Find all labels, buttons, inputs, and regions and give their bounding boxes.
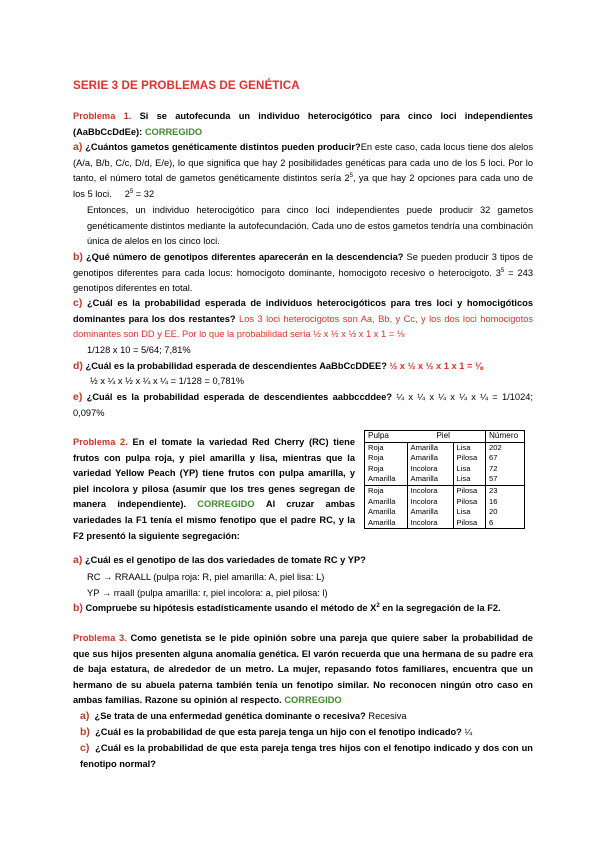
p3-c-letter: c) [80, 742, 90, 754]
segregation-table [364, 430, 525, 529]
cell-numero: 67 [486, 453, 525, 464]
p1-d-letter: d) [73, 360, 83, 372]
cell-numero: 6 [486, 518, 525, 529]
cell-numero: 23 [486, 485, 525, 496]
table-header-piel: Piel [407, 431, 453, 443]
p1-a-question: ¿Cuántos gametos genéticamente distintos pueden producir? [85, 142, 361, 152]
table-row [365, 497, 525, 508]
cell-pulpa: Roja [365, 453, 408, 464]
p1-d-question: ¿Cuál es la probabilidad esperada de descendientes AaBbCcDDEE? [85, 361, 387, 371]
problem-3-text: Como genetista se le pide opinión sobre una pareja que quiere saber la probabilidad de que sus hijos presenten alguna anomalía genética. El varón recuerda que una hermana de su padre era de baja estatura, de alrededor de un metro. La mujer, repasando fotos familiares, encuentra que un hermano de su abuela paterna también tenía un fenotipo similar. No reconocen ningún otro caso en ambas familias. Razone su opinión al respecto. [73, 633, 533, 706]
p1-a-exp-1: 5 [349, 173, 353, 180]
problem-1-a [73, 140, 533, 202]
p3-a-question: ¿Se trata de una enfermedad genética dominante o recesiva? [94, 711, 366, 721]
cell-piel-tipo: Lisa [453, 474, 486, 485]
cell-pulpa: Amarilla [365, 518, 408, 529]
cell-pulpa: Amarilla [365, 474, 408, 485]
cell-numero: 202 [486, 442, 525, 453]
table-row [365, 485, 525, 496]
cell-numero: 20 [486, 507, 525, 518]
cell-piel-tipo: Pilosa [453, 497, 486, 508]
p3-c-question: ¿Cuál es la probabilidad de que esta pareja tenga tres hijos con el fenotipo indicado y dos con un fenotipo normal? [80, 743, 533, 769]
problem-1-c [73, 296, 533, 343]
p1-a-answer-3: Entonces, un individuo heterocigótico para cinco loci independientes puede producir 32 gametos genéticamente distintos mediante la autofecundación. Cada uno de estos gametos tendría una combinación única de alelos en los cinco loci. [87, 205, 533, 247]
p3-a-letter: a) [80, 710, 90, 722]
cell-piel-color: Amarilla [407, 507, 453, 518]
cell-numero: 72 [486, 464, 525, 475]
problem-2-text: En el tomate la variedad Red Cherry (RC) tiene frutos con pulpa roja, y piel amarilla y lisa, mientras que la variedad Yellow Peach (YP) tiene frutos con pulpa amarilla, y piel incolora y pilosa (asumir que los tres genes segregan de manera independiente). [73, 437, 355, 510]
problem-2-status: CORREGIDO [197, 499, 255, 510]
cell-piel-tipo: Lisa [453, 464, 486, 475]
problem-2-label: Problema 2. [73, 437, 128, 447]
problem-3-label: Problema 3. [73, 633, 127, 643]
p1-c-letter: c) [73, 297, 83, 309]
table-row [365, 464, 525, 475]
cell-piel-tipo: Pilosa [453, 518, 486, 529]
cell-piel-color: Amarilla [407, 453, 453, 464]
p1-c-answer-red: Los 3 loci heterocigotos son Aa, Bb, y Cc, y los dos loci homocigotos dominantes son DD y EE. Por lo que la probabilidad sería ½ x ½ x ½ x 1 x 1 = ⅛ [73, 313, 533, 340]
cell-piel-tipo: Lisa [453, 442, 486, 453]
table-row [365, 474, 525, 485]
table-row [365, 518, 525, 529]
p2-b-question-2: en la segregación de la F2. [379, 603, 501, 613]
cell-piel-tipo: Lisa [453, 507, 486, 518]
p2-a-yp: YP → rraall (pulpa amarilla: r, piel incolora: a, piel pilosa: l) [87, 588, 328, 598]
p1-e-letter: e) [73, 391, 83, 403]
p1-a-answer-1: En este caso, cada locus tiene dos alelos (A/a, B/b, C/c, D/d, E/e), lo que significa que hay 2 posibilidades genéticas para cada uno de los 5 loci. Por lo tanto, el número total de gametos genéticamente distintos sería 2 [73, 142, 533, 184]
p3-a-answer: Recesiva [365, 711, 407, 721]
p1-c-question: ¿Cuál es la probabilidad esperada de individuos heterocigóticos para tres loci y homocigóticos dominantes para los dos restantes? [73, 298, 533, 324]
cell-pulpa: Amarilla [365, 497, 408, 508]
cell-numero: 57 [486, 474, 525, 485]
problem-1-statement [73, 109, 533, 140]
table-row [365, 442, 525, 453]
problem-1-e [73, 390, 533, 421]
p1-a-letter: a) [73, 141, 83, 153]
p1-a-formula-rest: = 32 [133, 188, 155, 199]
cell-piel-tipo: Pilosa [453, 485, 486, 496]
p1-b-answer-1: Se pueden producir 3 tipos de genotipos diferentes para cada locus: homocigoto dominante, homocigoto recesivo o heterocigoto. 3 [73, 252, 533, 278]
cell-piel-color: Amarilla [407, 474, 453, 485]
problem-2-a [73, 553, 366, 569]
p3-b-question: ¿Cuál es la probabilidad de que esta pareja tenga un hijo con el fenotipo indicado? [95, 727, 462, 737]
problem-3-c [80, 741, 533, 772]
problem-3-statement [73, 631, 533, 709]
problem-2-statement [73, 435, 355, 544]
problem-1-label: Problema 1. [73, 111, 132, 121]
cell-pulpa: Roja [365, 485, 408, 496]
table-row [365, 507, 525, 518]
p3-b-letter: b) [80, 726, 90, 738]
problem-1-b [73, 250, 533, 297]
problem-1-d [73, 359, 483, 375]
page-title: SERIE 3 DE PROBLEMAS DE GENÉTICA [73, 79, 300, 92]
p1-a-formula-base: 2 [124, 188, 130, 199]
p1-b-answer-2: = 243 genotipos diferentes en total. [73, 267, 534, 294]
cell-piel-color: Incolora [407, 497, 453, 508]
p1-b-letter: b) [73, 251, 83, 263]
p2-b-question-1: Compruebe su hipótesis estadísticamente usando el método de X [85, 603, 377, 613]
p1-b-exp: 5 [500, 267, 505, 274]
table-header-blank [453, 431, 486, 443]
cell-piel-color: Incolora [407, 485, 453, 496]
p1-d-answer-2: ½ x ¼ x ½ x ¼ x ¼ = 1/128 = 0,781% [90, 376, 245, 386]
problem-3-status: CORREGIDO [284, 695, 342, 706]
cell-piel-color: Amarilla [407, 442, 453, 453]
p2-a-rc: RC → RRAALL (pulpa roja: R, piel amarilla: A, piel lisa: L) [87, 572, 325, 582]
p1-d-answer-red: ½ x ½ x ½ x 1 x 1 = ⅛ [386, 361, 483, 371]
p1-b-question: ¿Qué número de genotipos diferentes aparecerán en la descendencia? [86, 252, 404, 262]
cell-pulpa: Amarilla [365, 507, 408, 518]
table-header-pulpa: Pulpa [365, 431, 408, 443]
table-header-numero: Número [486, 431, 525, 443]
p2-b-letter: b) [73, 602, 83, 614]
cell-piel-color: Incolora [407, 464, 453, 475]
p1-a-formula-exp: 5 [129, 188, 134, 195]
cell-piel-tipo: Pilosa [453, 453, 486, 464]
cell-pulpa: Roja [365, 464, 408, 475]
table-row [365, 453, 525, 464]
problem-3-b [80, 725, 472, 741]
cell-pulpa: Roja [365, 442, 408, 453]
problem-2-b [73, 601, 501, 617]
p1-e-answer: ¼ x ¼ x ¼ x ¼ x ¼ = 1/1024; 0,097% [73, 392, 533, 418]
p1-e-question: ¿Cuál es la probabilidad esperada de descendientes aabbccddee? [86, 392, 393, 402]
p1-a-answer-2: , ya que hay 2 opciones para cada uno de los 5 loci. [73, 173, 533, 199]
p1-c-answer-2: 1/128 x 10 = 5/64; 7,81% [87, 345, 191, 355]
problem-2-text-2: Al cruzar ambas variedades la F1 tenía el mismo fenotipo que el padre RC, y la F2 presentó la siguiente segregación: [73, 499, 355, 541]
p2-a-question: ¿Cuál es el genotipo de las dos variedades de tomate RC y YP? [84, 555, 366, 565]
problem-1-text: Si se autofecunda un individuo heterocigótico para cinco loci independientes (AaBbCcDdEe): [73, 111, 533, 137]
problem-3-a [80, 709, 407, 725]
problem-1-status: CORREGIDO [144, 126, 203, 137]
cell-piel-color: Incolora [407, 518, 453, 529]
p2-a-letter: a) [73, 554, 83, 566]
cell-numero: 16 [486, 497, 525, 508]
p3-b-answer: ¼ [461, 727, 473, 737]
p2-b-exp: 2 [376, 602, 380, 609]
